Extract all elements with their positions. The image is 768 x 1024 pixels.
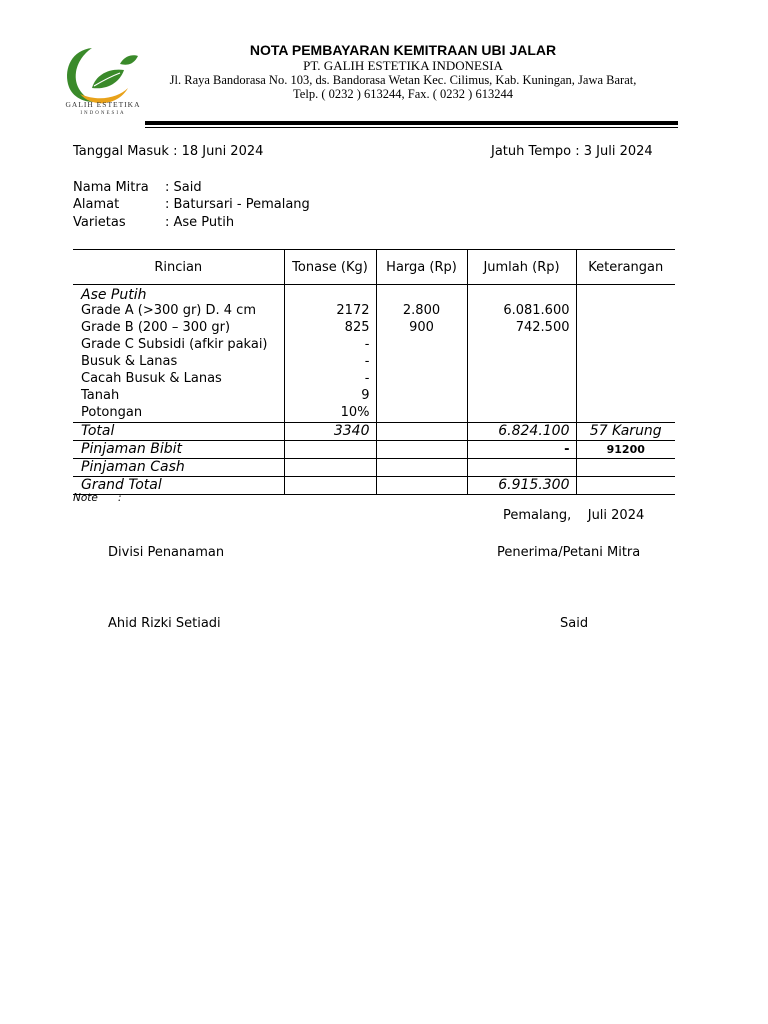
cell-jumlah: [467, 354, 576, 371]
cell-harga: [376, 405, 467, 422]
section-title-row: [73, 285, 675, 304]
pinjaman-cash-label: Pinjaman Cash: [73, 458, 284, 476]
note-colon: :: [118, 492, 122, 504]
cell-harga: [376, 371, 467, 388]
col-header-keterangan: Keterangan: [576, 250, 675, 285]
table-row: [73, 371, 675, 388]
cell-harga: [376, 337, 467, 354]
signature-right-name: Said: [560, 616, 589, 631]
penerima-label: Penerima/Petani Mitra: [497, 545, 641, 560]
table-row: [73, 337, 675, 354]
cell-jumlah: [467, 388, 576, 405]
total-tonase: 3340: [284, 422, 376, 440]
cell-rincian: Potongan: [81, 405, 143, 420]
pinjaman-bibit-jumlah: -: [467, 440, 576, 458]
pinjaman-cash-row: [73, 458, 675, 476]
total-keterangan: 57 Karung: [576, 422, 675, 440]
table-row: [73, 303, 675, 320]
grand-total-row: [73, 476, 675, 494]
cell-jumlah: 6.081.600: [467, 303, 576, 320]
cell-rincian: Busuk & Lanas: [81, 354, 178, 369]
tanggal-masuk: Tanggal Masuk : 18 Juni 2024: [73, 144, 264, 159]
pinjaman-bibit-row: [73, 440, 675, 458]
alamat-label: Alamat: [73, 197, 120, 212]
cell-jumlah: [467, 337, 576, 354]
signature-left-name: Ahid Rizki Setiadi: [108, 616, 221, 631]
cell-keterangan: [576, 371, 675, 388]
cell-tonase: 10%: [284, 405, 376, 422]
cell-rincian: Tanah: [81, 388, 120, 403]
cell-rincian: Grade A (>300 gr) D. 4 cm: [81, 303, 256, 318]
pinjaman-bibit-label: Pinjaman Bibit: [73, 440, 284, 458]
company-phone: Telp. ( 0232 ) 613244, Fax. ( 0232 ) 613244: [293, 87, 513, 101]
logo-green-swoosh: [67, 48, 94, 102]
place-date: Pemalang, Juli 2024: [503, 508, 645, 523]
table-row: [73, 354, 675, 371]
document-title: NOTA PEMBAYARAN KEMITRAAN UBI JALAR: [249, 42, 557, 58]
table-row: [73, 388, 675, 405]
jatuh-tempo: Jatuh Tempo : 3 Juli 2024: [491, 144, 653, 159]
rincian-table: [73, 249, 675, 495]
table-row: [73, 405, 675, 422]
cell-jumlah: [467, 371, 576, 388]
alamat-value: : Batursari - Pemalang: [165, 197, 310, 212]
cell-tonase: 825: [284, 320, 376, 337]
cell-keterangan: [576, 354, 675, 371]
varietas-value: : Ase Putih: [165, 215, 235, 230]
section-title: Ase Putih: [81, 287, 147, 303]
cell-tonase: 2172: [284, 303, 376, 320]
cell-rincian: Grade B (200 – 300 gr): [81, 320, 231, 335]
nama-mitra-value: : Said: [165, 180, 202, 195]
cell-tonase: -: [284, 354, 376, 371]
header-divider: [145, 121, 678, 125]
cell-keterangan: [576, 405, 675, 422]
cell-harga: 2.800: [376, 303, 467, 320]
grand-total-jumlah: 6.915.300: [467, 476, 576, 494]
col-header-harga: Harga (Rp): [376, 250, 467, 285]
pinjaman-bibit-keterangan: 91200: [576, 440, 675, 458]
cell-rincian: Cacah Busuk & Lanas: [81, 371, 222, 386]
grand-total-label: Grand Total: [73, 476, 284, 494]
nama-mitra-label: Nama Mitra: [73, 180, 149, 195]
cell-keterangan: [576, 337, 675, 354]
total-row: [73, 422, 675, 440]
cell-tonase: -: [284, 371, 376, 388]
col-header-tonase: Tonase (Kg): [284, 250, 376, 285]
cell-tonase: -: [284, 337, 376, 354]
note-label: Note: [73, 492, 98, 504]
header-divider-thin: [145, 127, 678, 128]
cell-harga: 900: [376, 320, 467, 337]
col-header-rincian: Rincian: [73, 250, 284, 285]
cell-harga: [376, 354, 467, 371]
cell-tonase: 9: [284, 388, 376, 405]
cell-keterangan: [576, 303, 675, 320]
divisi-label: Divisi Penanaman: [108, 545, 225, 560]
table-header-row: [73, 250, 675, 285]
company-address: Jl. Raya Bandorasa No. 103, ds. Bandorasa Wetan Kec. Cilimus, Kab. Kuningan, Jawa Barat,: [169, 73, 637, 87]
cell-jumlah: [467, 405, 576, 422]
varietas-label: Varietas: [73, 215, 126, 230]
total-label: Total: [73, 422, 284, 440]
cell-keterangan: [576, 320, 675, 337]
logo-small-leaf-icon: [120, 55, 138, 64]
logo-text: GALIH ESTETIKA INDONESIA: [65, 100, 141, 116]
cell-jumlah: 742.500: [467, 320, 576, 337]
cell-rincian: Grade C Subsidi (afkir pakai): [81, 337, 268, 352]
total-jumlah: 6.824.100: [467, 422, 576, 440]
cell-keterangan: [576, 388, 675, 405]
logo-leaf-icon: [92, 70, 124, 89]
table-row: [73, 320, 675, 337]
col-header-jumlah: Jumlah (Rp): [467, 250, 576, 285]
company-name: PT. GALIH ESTETIKA INDONESIA: [303, 58, 503, 73]
cell-harga: [376, 388, 467, 405]
